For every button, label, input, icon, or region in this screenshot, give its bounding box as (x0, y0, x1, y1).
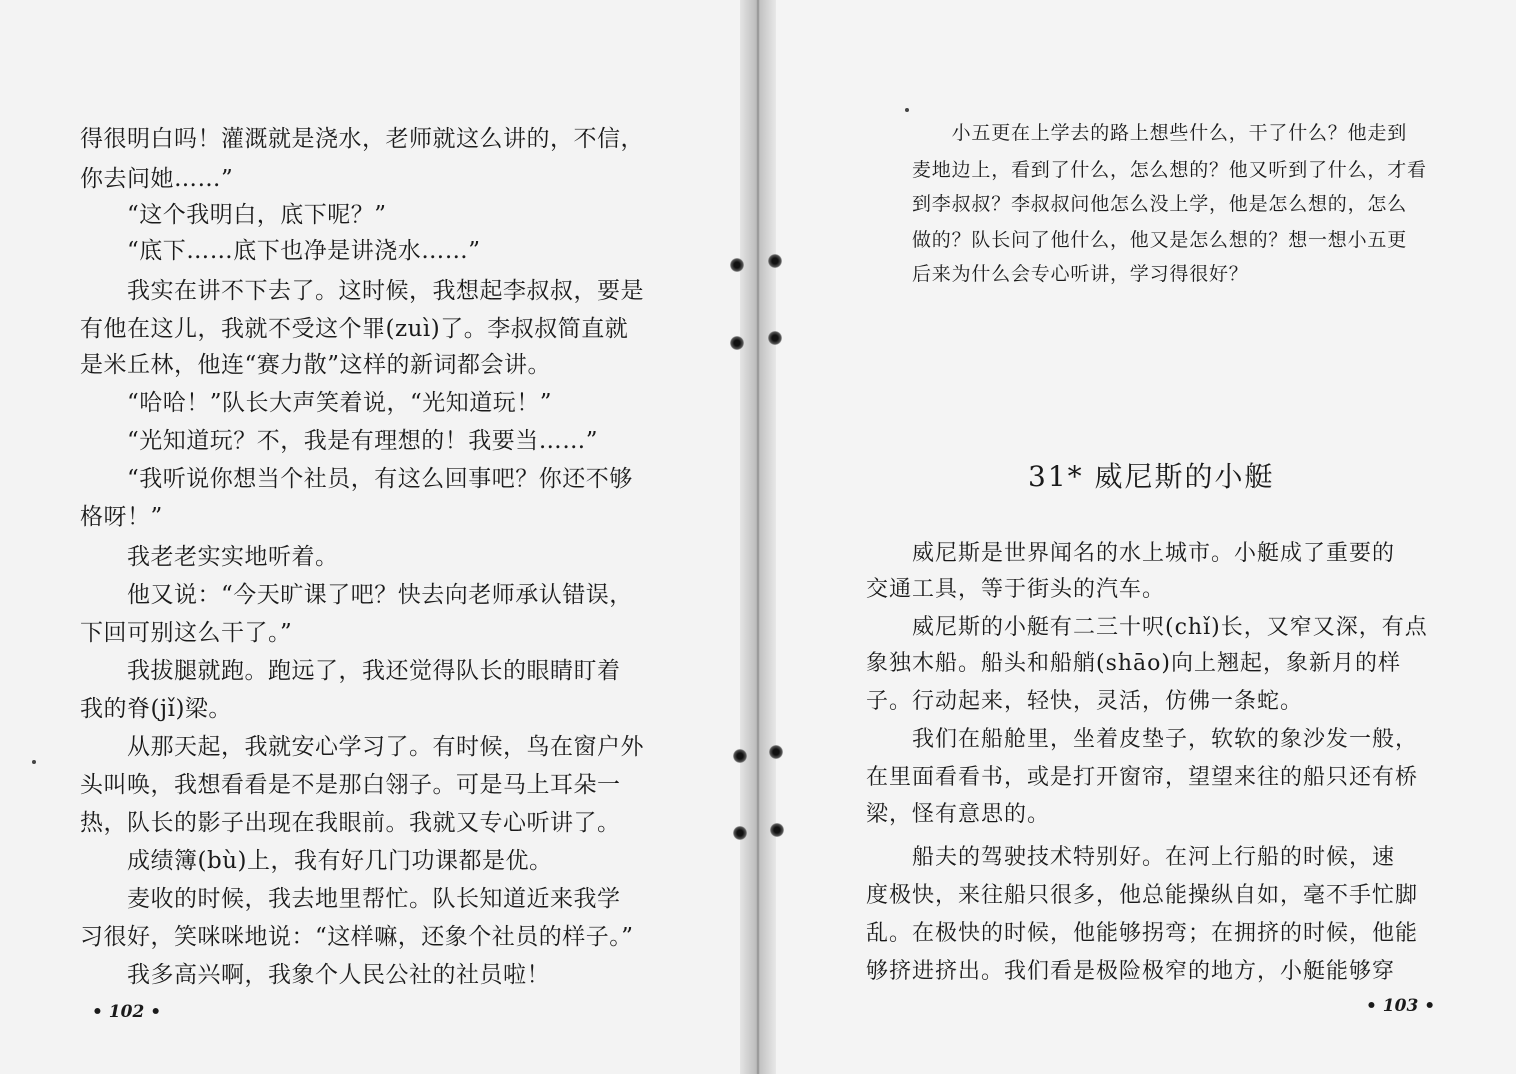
text-line: 威尼斯是世界闻名的水上城市。小艇成了重要的 (866, 541, 1396, 566)
binding-hole (733, 826, 747, 840)
text-line: 在里面看看书，或是打开窗帘，望望来往的船只还有桥 (866, 765, 1419, 790)
text-line: 有他在这儿，我就不受这个罪(zuì)了。李叔叔简直就 (80, 316, 629, 342)
text-line: 他又说：“今天旷课了吧？快去向老师承认错误， (80, 582, 633, 608)
text-line: 小五更在上学去的路上想些什么，干了什么？他走到 (912, 122, 1408, 144)
text-line: 我老老实实地听着。 (80, 544, 339, 570)
text-line: 头叫唤，我想看看是不是那白翎子。可是马上耳朵一 (80, 772, 621, 798)
binding-hole (768, 254, 782, 268)
text-line: 麦地边上，看到了什么，怎么想的？他又听到了什么，才看 (912, 159, 1427, 181)
page-number: • 102 • (92, 1002, 162, 1022)
chapter-title: 31* 威尼斯的小艇 (1028, 460, 1275, 493)
text-line: 象独木船。船头和船艄(shāo)向上翘起，象新月的样 (866, 651, 1401, 676)
speck (32, 760, 36, 764)
text-line: “这个我明白，底下呢？” (80, 202, 387, 228)
text-line: 格呀！” (80, 504, 163, 530)
binding-hole (769, 745, 783, 759)
text-line: “我听说你想当个社员，有这么回事吧？你还不够 (80, 466, 633, 492)
text-line: 后来为什么会专心听讲，学习得很好？ (912, 263, 1249, 285)
text-line: 威尼斯的小艇有二三十呎(chǐ)长，又窄又深，有点 (866, 615, 1428, 640)
text-line: 从那天起，我就安心学习了。有时候，鸟在窗户外 (80, 734, 644, 760)
text-line: 成绩簿(bù)上，我有好几门功课都是优。 (80, 848, 553, 874)
text-line: “光知道玩？不，我是有理想的！我要当……” (80, 428, 599, 454)
text-line: 船夫的驾驶技术特别好。在河上行船的时候，速 (866, 845, 1396, 870)
text-line: 交通工具，等于街头的汽车。 (866, 577, 1166, 602)
text-line: 我拔腿就跑。跑远了，我还觉得队长的眼睛盯着 (80, 658, 621, 684)
text-line: 我们在船舱里，坐着皮垫子，软软的象沙发一般， (866, 727, 1419, 752)
binding-hole (733, 749, 747, 763)
text-line: 麦收的时候，我去地里帮忙。队长知道近来我学 (80, 886, 621, 912)
text-line: 到李叔叔？李叔叔问他怎么没上学，他是怎么想的，怎么 (912, 193, 1408, 215)
text-line: “底下……底下也净是讲浇水……” (80, 238, 481, 264)
text-line: 乱。在极快的时候，他能够拐弯；在拥挤的时候，他能 (866, 921, 1419, 946)
text-line: 下回可别这么干了。” (80, 620, 293, 646)
text-line: 我多高兴啊，我象个人民公社的社员啦！ (80, 962, 550, 988)
speck (905, 108, 909, 112)
text-line: 度极快，来往船只很多，他总能操纵自如，毫不手忙脚 (866, 883, 1419, 908)
binding-hole (770, 823, 784, 837)
text-line: 梁，怪有意思的。 (866, 802, 1051, 827)
binding-hole (768, 331, 782, 345)
text-line: 你去问她……” (80, 166, 234, 192)
page-number: • 103 • (1366, 996, 1436, 1016)
text-line: 得很明白吗！灌溉就是浇水，老师就这么讲的，不信， (80, 126, 644, 152)
text-line: 子。行动起来，轻快，灵活，仿佛一条蛇。 (866, 689, 1304, 714)
binding-hole (730, 258, 744, 272)
text-line: 我实在讲不下去了。这时候，我想起李叔叔，要是 (80, 278, 644, 304)
text-line: 是米丘林，他连“赛力散”这样的新词都会讲。 (80, 352, 552, 378)
text-line: 热，队长的影子出现在我眼前。我就又专心听讲了。 (80, 810, 621, 836)
text-line: 我的脊(jǐ)梁。 (80, 696, 232, 722)
text-line: 做的？队长问了他什么，他又是怎么想的？想一想小五更 (912, 229, 1408, 251)
book-gutter (740, 0, 776, 1074)
binding-hole (730, 336, 744, 350)
text-line: 够挤进挤出。我们看是极险极窄的地方，小艇能够穿 (866, 959, 1396, 984)
text-line: 习很好，笑咪咪地说：“这样嘛，还象个社员的样子。” (80, 924, 634, 950)
text-line: “哈哈！”队长大声笑着说，“光知道玩！” (80, 390, 553, 416)
